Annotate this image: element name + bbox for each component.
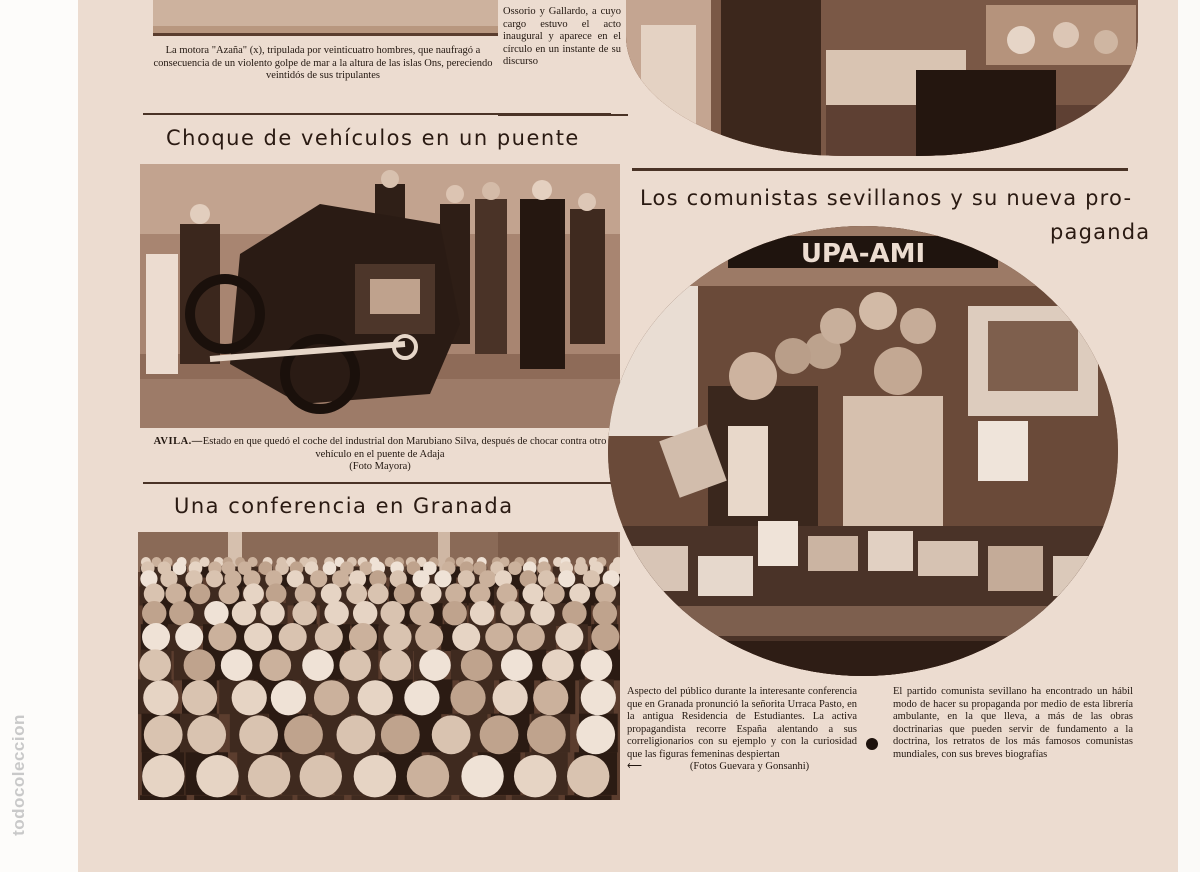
speaker-photo	[626, 0, 1138, 156]
crash-caption-text: Estado en que quedó el coche del industrial don Marubiano Silva, después de chocar contra otro vehículo en el puente de Adaja	[202, 436, 607, 460]
divider-communists	[632, 168, 1128, 171]
bookstall-banner-text: UPA-AMI	[800, 239, 926, 269]
conference-credit: (Fotos Guevara y Gonsanhi)	[689, 761, 810, 772]
scan-margin-right	[1178, 0, 1200, 872]
crash-caption-lead: AVILA.—	[153, 436, 203, 447]
bookstall-photo	[608, 226, 1118, 676]
arrow-left-icon: ⟵	[627, 761, 643, 772]
crash-photo	[140, 164, 620, 428]
communists-headline-line2: paganda	[1050, 220, 1151, 244]
conference-caption-text: Aspecto del público durante la interesante conferencia que en Granada pronunció la señorita Urraca Pasto, en la antigua Residencia de Estudiantes. La activa propagandista recorre España alentando a sus correligionarios con su ejemplo y con la curiosidad que las figuras femeninas despiertan	[627, 686, 857, 760]
crash-caption	[140, 436, 620, 474]
conference-headline: Una conferencia en Granada	[174, 494, 514, 518]
shipwreck-photo	[153, 0, 498, 36]
speaker-caption: Ossorio y Gallardo, a cuyo cargo estuvo el acto inaugural y aparece en el círculo en un instante de su discurso	[503, 6, 621, 67]
conference-caption	[627, 686, 857, 774]
shipwreck-caption: La motora "Azaña" (x), tripulada por veinticuatro hombres, que naufragó a consecuencia de un violento golpe de mar a la altura de las islas Ons, pereciendo veintidós de sus tripulantes	[153, 45, 493, 81]
watermark-text: todocoleccion	[9, 714, 28, 836]
communists-caption: El partido comunista sevillano ha encontrado un hábil modo de hacer su propaganda por medio de esta librería ambulante, en la que lleva, a más de las obras doctrinarias que pueden servir de fundamento a la doctrina, los retratos de los más famosos comunistas mundiales, con sus breves biografías	[893, 686, 1133, 760]
magazine-page	[78, 0, 1178, 872]
crash-credit: (Foto Mayora)	[349, 461, 411, 472]
divider-conference	[143, 482, 611, 484]
communists-headline-line1: Los comunistas sevillanos y su nueva pro-	[640, 186, 1133, 210]
conference-photo	[138, 532, 620, 800]
watermark	[8, 690, 30, 860]
conference-credit-line	[627, 761, 857, 774]
crash-headline: Choque de vehículos en un puente	[166, 126, 580, 150]
divider-crash	[143, 113, 611, 115]
bullet-icon	[866, 738, 878, 750]
